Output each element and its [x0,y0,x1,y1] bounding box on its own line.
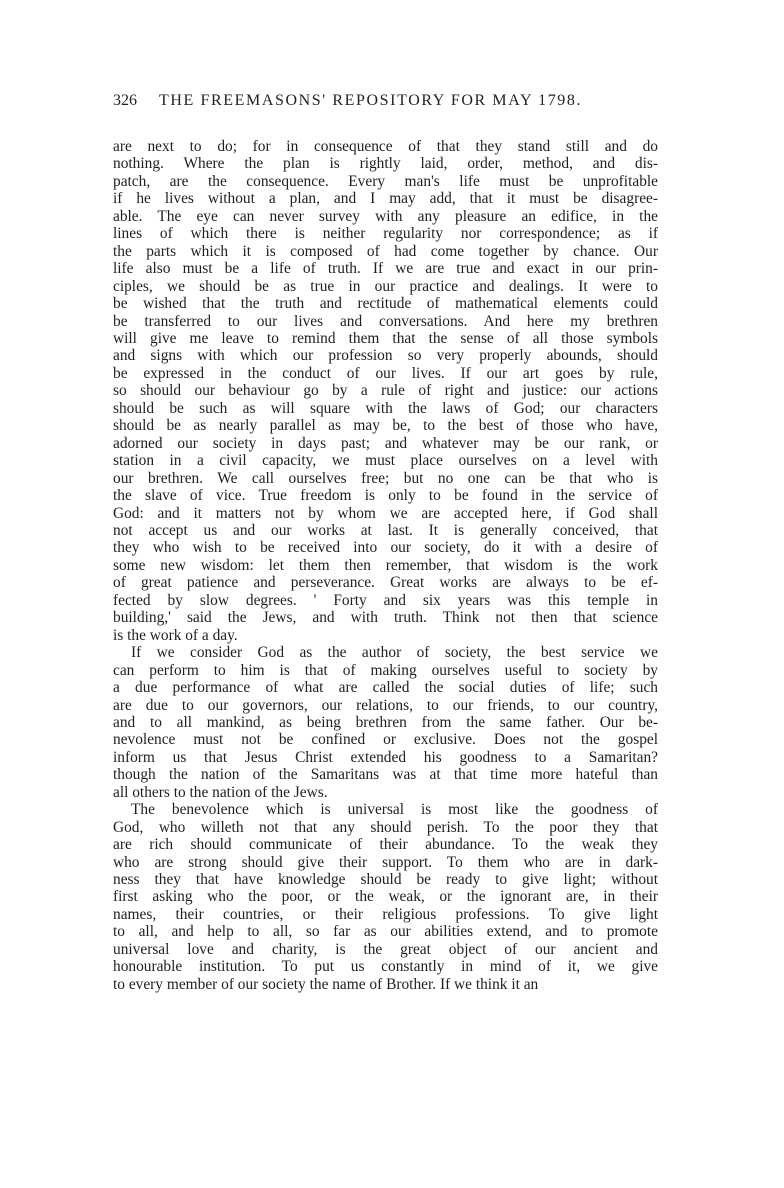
text-line: adorned our society in days past; and whatever may be our rank, or [113,434,658,452]
text-line: If we consider God as the author of society, the best service we [131,644,658,662]
text-line: not accept us and our works at last. It is generally conceived, that [113,521,658,539]
text-line: names, their countries, or their religious professions. To give light [113,905,658,923]
text-line: though the nation of the Samaritans was at that time more hateful than [113,766,658,784]
text-line: ciples, we should be as true in our practice and dealings. It were to [113,277,658,295]
text-line: the parts which it is composed of had come together by chance. Our [113,242,658,260]
body-text [113,138,658,993]
text-line: God: and it matters not by whom we are accepted here, if God shall [113,504,658,522]
paragraph [113,801,658,993]
running-header [113,92,658,110]
text-line: who are strong should give their support. To them who are in dark- [113,853,658,871]
text-line: God, who willeth not that any should perish. To the poor they that [113,818,658,836]
text-line: and to all mankind, as being brethren from the same father. Our be- [113,713,658,731]
text-line: so should our behaviour go by a rule of right and justice: our actions [113,382,658,400]
text-line: universal love and charity, is the great object of our ancient and [113,940,658,958]
text-line: of great patience and perseverance. Great works are always to be ef- [113,574,658,592]
text-line: to all, and help to all, so far as our abilities extend, and to promote [113,923,658,941]
page-number: 326 [113,92,137,109]
running-title: THE FREEMASONS' REPOSITORY FOR MAY 1798. [159,92,583,109]
text-line: lines of which there is neither regularity nor correspondence; as if [113,225,658,243]
text-line: should be such as will square with the laws of God; our characters [113,399,658,417]
text-line: be expressed in the conduct of our lives. If our art goes by rule, [113,364,658,382]
text-line: able. The eye can never survey with any pleasure an edifice, in the [113,207,658,225]
text-line: some new wisdom: let them then remember, that wisdom is the work [113,556,658,574]
text-line: The benevolence which is universal is most like the goodness of [131,801,658,819]
text-line: are next to do; for in consequence of that they stand still and do [113,138,658,155]
text-line: life also must be a life of truth. If we are true and exact in our prin- [113,260,658,278]
text-line: will give me leave to remind them that the sense of all those symbols [113,329,658,347]
text-line: our brethren. We call ourselves free; but no one can be that who is [113,469,658,487]
text-line: and signs with which our profession so very properly abounds, should [113,347,658,365]
text-line: honourable institution. To put us constantly in mind of it, we give [113,958,658,976]
text-line: to every member of our society the name of Brother. If we think it an [113,975,539,993]
text-line: ness they that have knowledge should be ready to give light; without [113,871,658,889]
text-line: inform us that Jesus Christ extended his goodness to a Samaritan? [113,748,658,766]
text-line: all others to the nation of the Jews. [113,783,328,801]
text-line: nothing. Where the plan is rightly laid, order, method, and dis- [113,155,658,173]
paragraph [113,138,658,644]
text-line: station in a civil capacity, we must place ourselves on a level with [113,452,658,470]
text-line: the slave of vice. True freedom is only to be found in the service of [113,487,658,505]
text-line: they who wish to be received into our society, do it with a desire of [113,539,658,557]
text-line: a due performance of what are called the social duties of life; such [113,679,658,697]
text-line: is the work of a day. [113,626,238,644]
text-line: building,' said the Jews, and with truth. Think not then that science [113,609,658,627]
text-line: patch, are the consequence. Every man's life must be unprofitable [113,172,658,190]
text-line: fected by slow degrees. ' Forty and six years was this temple in [113,591,658,609]
text-line: can perform to him is that of making ourselves useful to society by [113,661,658,679]
text-line: should be as nearly parallel as may be, to the best of those who have, [113,417,658,435]
text-line: first asking who the poor, or the weak, or the ignorant are, in their [113,888,658,906]
text-line: are rich should communicate of their abundance. To the weak they [113,836,658,854]
text-line: if he lives without a plan, and I may add, that it must be disagree- [113,190,658,208]
text-line: nevolence must not be confined or exclusive. Does not the gospel [113,731,658,749]
paragraph [113,644,658,801]
text-line: are due to our governors, our relations, to our friends, to our country, [113,696,658,714]
text-line: be transferred to our lives and conversations. And here my brethren [113,312,658,330]
text-line: be wished that the truth and rectitude of mathematical elements could [113,295,658,313]
